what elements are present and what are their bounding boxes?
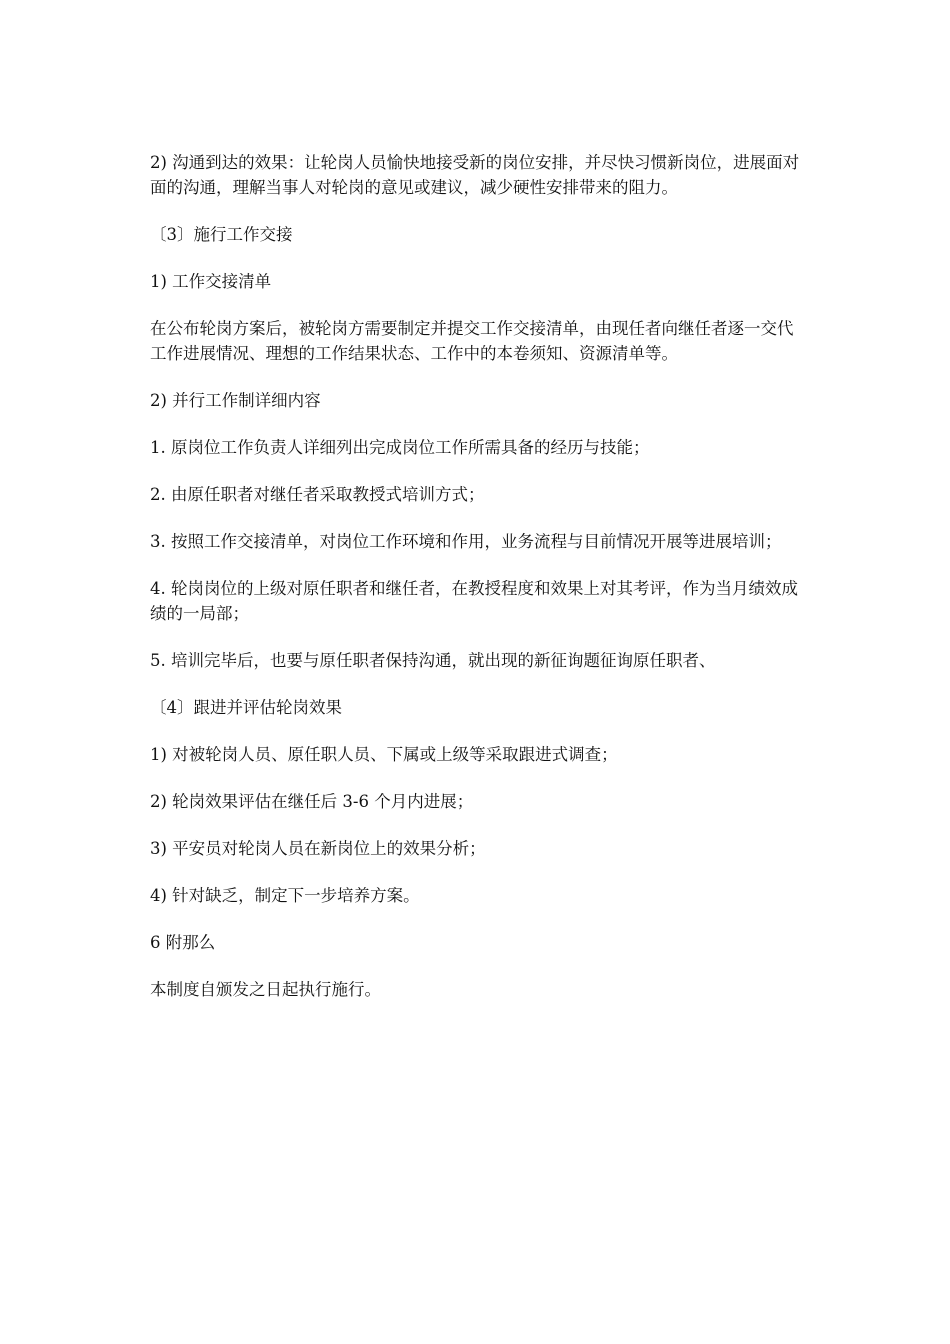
section-heading-evaluation: 〔4〕跟进并评估轮岗效果: [150, 698, 342, 717]
list-item-4: 4. 轮岗岗位的上级对原任职者和继任者，在教授程度和效果上对其考评，作为当月绩效成绩的一局部；: [150, 579, 798, 623]
section-heading-appendix: 6 附那么: [150, 933, 216, 952]
list-item-1: 1. 原岗位工作负责人详细列出完成岗位工作所需具备的经历与技能；: [150, 438, 650, 457]
evaluation-item-1: 1) 对被轮岗人员、原任职人员、下属或上级等采取跟进式调查；: [150, 745, 618, 764]
paragraph-handover-list: 在公布轮岗方案后，被轮岗方需要制定并提交工作交接清单，由现任者向继任者逐一交代工作进展情况、理想的工作结果状态、工作中的本卷须知、资源清单等。: [150, 319, 794, 363]
section-heading-handover: 〔3〕施行工作交接: [150, 225, 293, 244]
list-item-2: 2. 由原任职者对继任者采取教授式培训方式；: [150, 485, 485, 504]
evaluation-item-4: 4) 针对缺乏，制定下一步培养方案。: [150, 886, 420, 905]
evaluation-item-3: 3) 平安员对轮岗人员在新岗位上的效果分析；: [150, 839, 486, 858]
subheading-handover-list: 1) 工作交接清单: [150, 272, 272, 291]
document-body: [150, 150, 802, 1024]
paragraph-communication-effect: 2) 沟通到达的效果：让轮岗人员愉快地接受新的岗位安排，并尽快习惯新岗位，进展面对面的沟通，理解当事人对轮岗的意见或建议，减少硬性安排带来的阻力。: [150, 153, 800, 197]
paragraph-effective-date: 本制度自颁发之日起执行施行。: [150, 980, 381, 999]
evaluation-item-2: 2) 轮岗效果评估在继任后 3-6 个月内进展；: [150, 792, 474, 811]
list-item-5: 5. 培训完毕后，也要与原任职者保持沟通，就出现的新征询题征询原任职者、: [150, 651, 716, 670]
subheading-parallel-work: 2) 并行工作制详细内容: [150, 391, 321, 410]
list-item-3: 3. 按照工作交接清单，对岗位工作环境和作用，业务流程与目前情况开展等进展培训；: [150, 532, 782, 551]
